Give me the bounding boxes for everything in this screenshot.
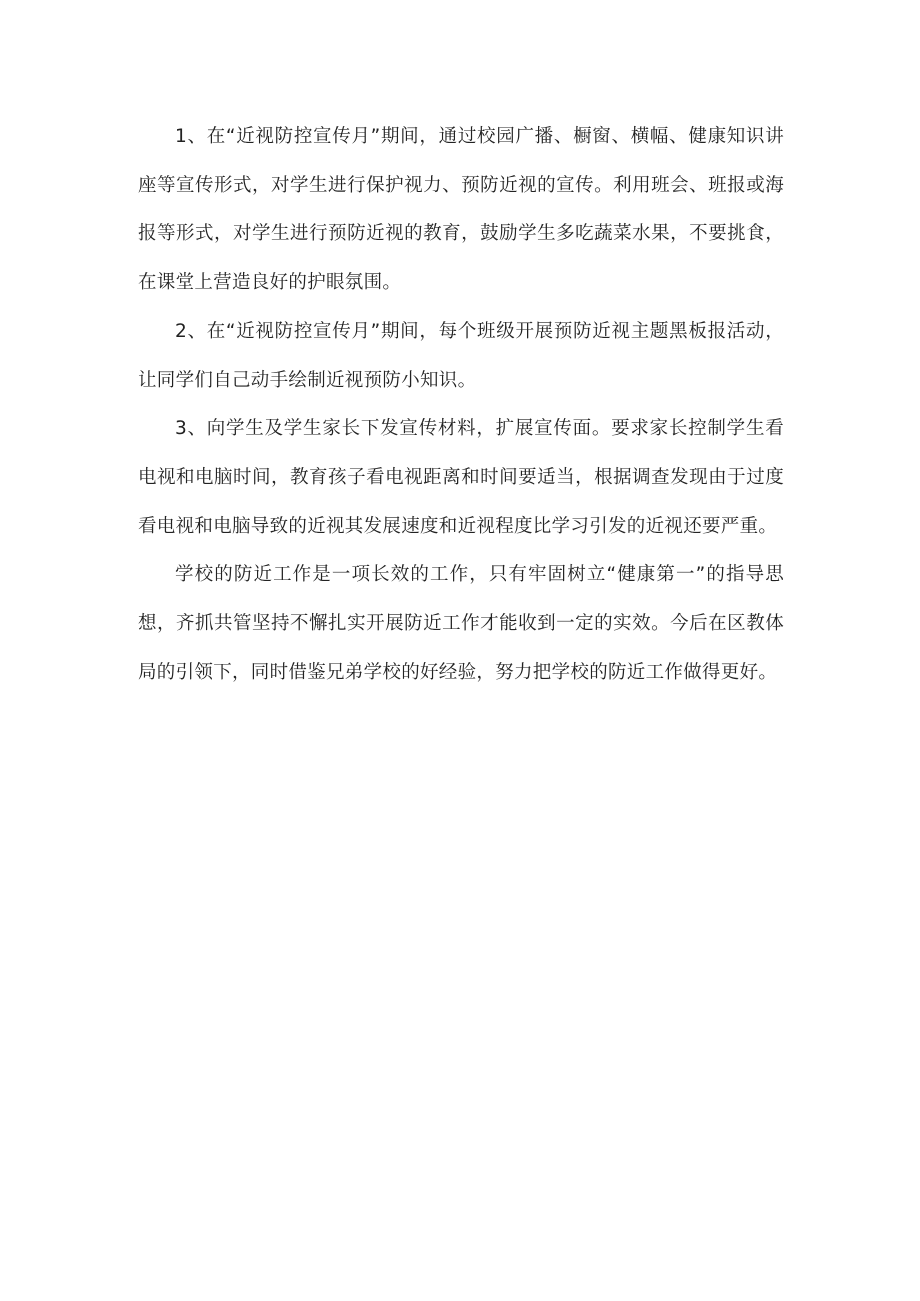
document-body (138, 113, 784, 697)
paragraph-publicity-month: 1、在“近视防控宣传月”期间，通过校园广播、橱窗、横幅、健康知识讲座等宣传形式，对学生进行保护视力、预防近视的宣传。利用班会、班报或海报等形式，对学生进行预防近视的教育，鼓励学生多吃蔬菜水果，不要挑食，在课堂上营造良好的护眼氛围。 (138, 126, 784, 294)
paragraph-parent-materials: 3、向学生及学生家长下发宣传材料，扩展宣传面。要求家长控制学生看电视和电脑时间，教育孩子看电视距离和时间要适当，根据调查发现由于过度看电视和电脑导致的近视其发展速度和近视程度比学习引发的近视还要严重。 (138, 418, 784, 537)
paragraph-conclusion: 学校的防近工作是一项长效的工作，只有牢固树立“健康第一”的指导思想，齐抓共管坚持不懈扎实开展防近工作才能收到一定的实效。今后在区教体局的引领下，同时借鉴兄弟学校的好经验，努力把学校的防近工作做得更好。 (138, 564, 784, 683)
paragraph-blackboard-activity: 2、在“近视防控宣传月”期间，每个班级开展预防近视主题黑板报活动，让同学们自己动手绘制近视预防小知识。 (138, 320, 784, 391)
